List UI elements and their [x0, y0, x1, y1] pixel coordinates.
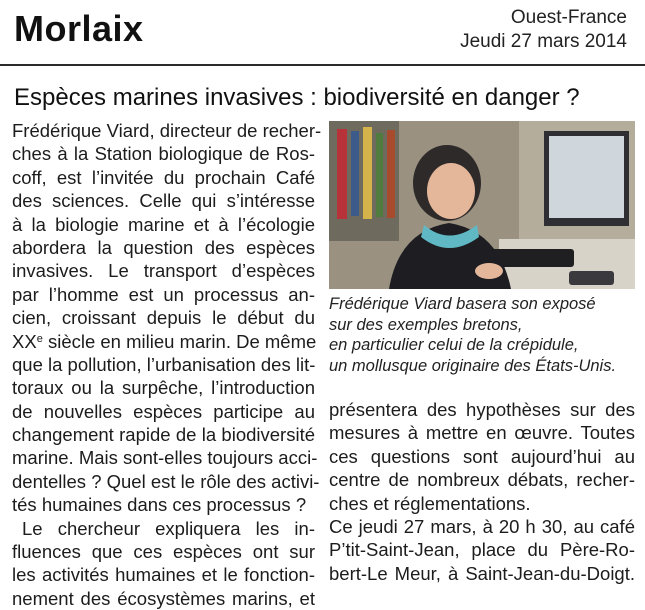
- body-line: centre de nombreux débats, recher-: [329, 469, 635, 491]
- photo-illustration: [329, 121, 635, 289]
- header-rule: [0, 64, 645, 66]
- masthead: [0, 0, 645, 64]
- body-line: de nouvelles espèces participe au: [12, 400, 315, 422]
- article-photo: [329, 121, 635, 289]
- body-line-century: [12, 330, 315, 353]
- photo-caption: [329, 294, 635, 376]
- body-line-paragraph-start: Le chercheur expliquera les in-: [22, 517, 315, 539]
- body-line: ches et réglementations.: [329, 492, 531, 514]
- publication-name: Ouest-France: [510, 7, 627, 28]
- century-superscript: e: [36, 332, 43, 345]
- body-line: fluences que ces espèces ont sur: [12, 541, 315, 563]
- body-line: à la biologie marine et à l’écologie: [12, 213, 315, 235]
- caption-line: en particulier celui de la crépidule,: [329, 336, 579, 355]
- caption-line: Frédérique Viard basera son exposé: [329, 295, 596, 313]
- body-line: changement rapide de la biodiversité: [12, 424, 315, 446]
- body-line: abordera la question des espèces: [12, 236, 315, 258]
- body-line: dentelles ? Quel est le rôle des activi-: [12, 470, 320, 492]
- body-line: Frédérique Viard, directeur de recher-: [12, 120, 322, 141]
- town-name: Morlaix: [14, 8, 144, 49]
- century-line-rest: siècle en milieu marin. De même: [42, 330, 317, 352]
- body-line: P’tit-Saint-Jean, place du Père-Ro-: [329, 539, 635, 561]
- source-block: [460, 6, 627, 54]
- body-line: bert-Le Meur, à Saint-Jean-du-Doigt.: [329, 562, 635, 584]
- body-line: marine. Mais sont-elles toujours acci-: [12, 447, 318, 469]
- century-numeral: XX: [12, 330, 37, 352]
- body-line: des sciences. Celle qui s’intéresse: [12, 190, 315, 212]
- body-line: nement des écosystèmes marins, et: [12, 587, 315, 609]
- body-line: tés humaines dans ces processus ?: [12, 494, 307, 516]
- article-right-column: [329, 398, 635, 585]
- publication-date: Jeudi 27 mars 2014: [460, 31, 627, 52]
- body-line: invasives. Le transport d’espèces: [12, 260, 315, 282]
- body-line: toraux ou la surpêche, l’introduction: [12, 377, 315, 399]
- caption-line: sur des exemples bretons,: [329, 315, 523, 334]
- body-line: coff, est l’invitée du prochain Café: [12, 166, 315, 188]
- body-line: Ce jeudi 27 mars, à 20 h 30, au café: [329, 515, 635, 537]
- caption-line: un mollusque originaire des États-Unis.: [329, 356, 617, 375]
- body-line: ces questions sont aujourd’hui au: [329, 445, 635, 467]
- body-line: ches à la Station biologique de Ros-: [12, 143, 315, 165]
- body-line: que la pollution, l’urbanisation des lit-: [12, 353, 316, 375]
- body-line: par l’homme est un processus an-: [12, 283, 315, 305]
- body-line: les activités humaines et le fonction-: [12, 564, 315, 586]
- body-line: présentera des hypothèses sur des: [329, 399, 635, 420]
- article-headline: Espèces marines invasives : biodiversité en danger ?: [14, 84, 580, 111]
- body-line: mesures à mettre en œuvre. Toutes: [329, 422, 635, 444]
- article-left-column: [12, 119, 322, 610]
- body-line: cien, croissant depuis le début du: [12, 307, 315, 329]
